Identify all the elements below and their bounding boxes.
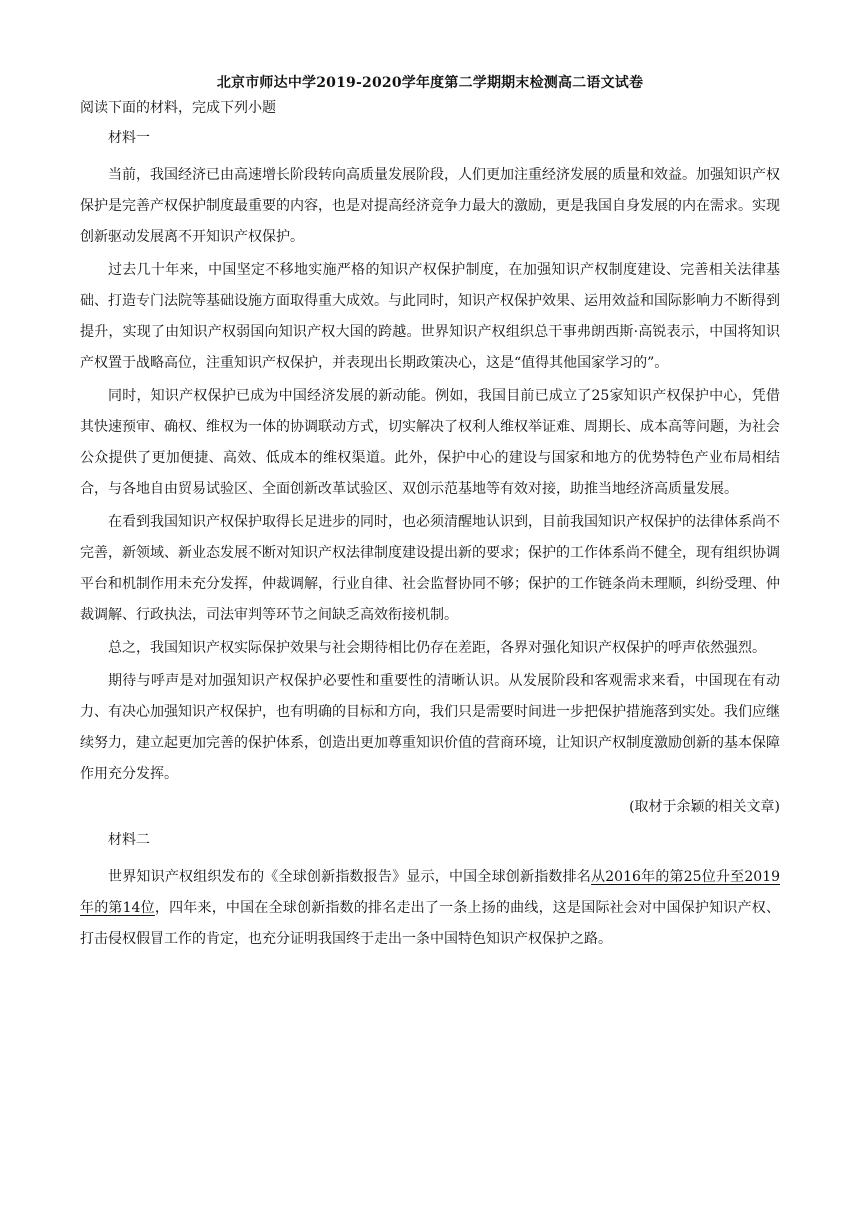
exam-title: 北京市师达中学2019-2020学年度第二学期期末检测高二语文试卷	[216, 75, 644, 91]
material-two-underlined-text: 从2016年的第25位升至2019年的第14位	[80, 869, 781, 916]
material-one-label: 材料一	[108, 130, 150, 146]
material-one-source: (取材于余颖的相关文章)	[629, 799, 780, 815]
material-one-paragraph-4: 在看到我国知识产权保护取得长足进步的同时，也必须清醒地认识到，目前我国知识产权保护的法律体系尚不完善，新领域、新业态发展不断对知识产权法律制度建设提出新的要求；保护的工作体系尚不健全，现有组织协调平台和机制作用未充分发挥，仲裁调解，行业自律、社会监督协同不够；保护的工作链条尚未理顺，纠纷受理、仲裁调解、行政执法，司法审判等环节之间缺乏高效衔接机制。	[80, 514, 780, 623]
material-one-paragraph-2: 过去几十年来，中国坚定不移地实施严格的知识产权保护制度，在加强知识产权制度建设、完善相关法律基础、打造专门法院等基础设施方面取得重大成效。与此同时，知识产权保护效果、运用效益和国际影响力不断得到提升，实现了由知识产权弱国向知识产权大国的跨越。世界知识产权组织总干事弗朗西斯·高锐表示，中国将知识产权置于战略高位，注重知识产权保护，并表现出长期政策决心，这是“值得其他国家学习的”。	[80, 262, 780, 371]
material-one-paragraph-6: 期待与呼声是对加强知识产权保护必要性和重要性的清晰认识。从发展阶段和客观需求来看，中国现在有动力、有决心加强知识产权保护，也有明确的目标和方向，我们只是需要时间进一步把保护措施落到实处。我们应继续努力，建立起更加完善的保护体系，创造出更加尊重知识价值的营商环境，让知识产权制度激励创新的基本保障作用充分发挥。	[80, 673, 780, 782]
material-one-paragraph-3: 同时，知识产权保护已成为中国经济发展的新动能。例如，我国目前已成立了25家知识产权保护中心，凭借其快速预审、确权、维权为一体的协调联动方式，切实解决了权利人维权举证难、周期长、成本高等问题，为社会公众提供了更加便捷、高效、低成本的维权渠道。此外，保护中心的建设与国家和地方的优势特色产业布局相结合，与各地自由贸易试验区、全面创新改革试验区、双创示范基地等有效对接，助推当地经济高质量发展。	[80, 388, 780, 497]
material-one-paragraph-5: 总之，我国知识产权实际保护效果与社会期待相比仍存在差距，各界对强化知识产权保护的呼声依然强烈。	[108, 640, 766, 656]
exam-page	[80, 72, 780, 957]
material-two-text-before: 世界知识产权组织发布的《全球创新指数报告》显示，中国全球创新指数排名	[108, 869, 592, 885]
reading-instruction: 阅读下面的材料，完成下列小题	[80, 100, 276, 116]
material-two-text-after: ，四年来，中国在全球创新指数的排名走出了一条上扬的曲线，这是国际社会对中国保护知识产权、打击侵权假冒工作的肯定，也充分证明我国终于走出一条中国特色知识产权保护之路。	[80, 900, 780, 947]
material-one-paragraph-1: 当前，我国经济已由高速增长阶段转向高质量发展阶段，人们更加注重经济发展的质量和效益。加强知识产权保护是完善产权保护制度最重要的内容，也是对提高经济竞争力最大的激励，更是我国自身发展的内在需求。实现创新驱动发展离不开知识产权保护。	[80, 167, 780, 245]
material-two-label: 材料二	[108, 832, 150, 848]
material-two-paragraph-1	[80, 862, 780, 955]
